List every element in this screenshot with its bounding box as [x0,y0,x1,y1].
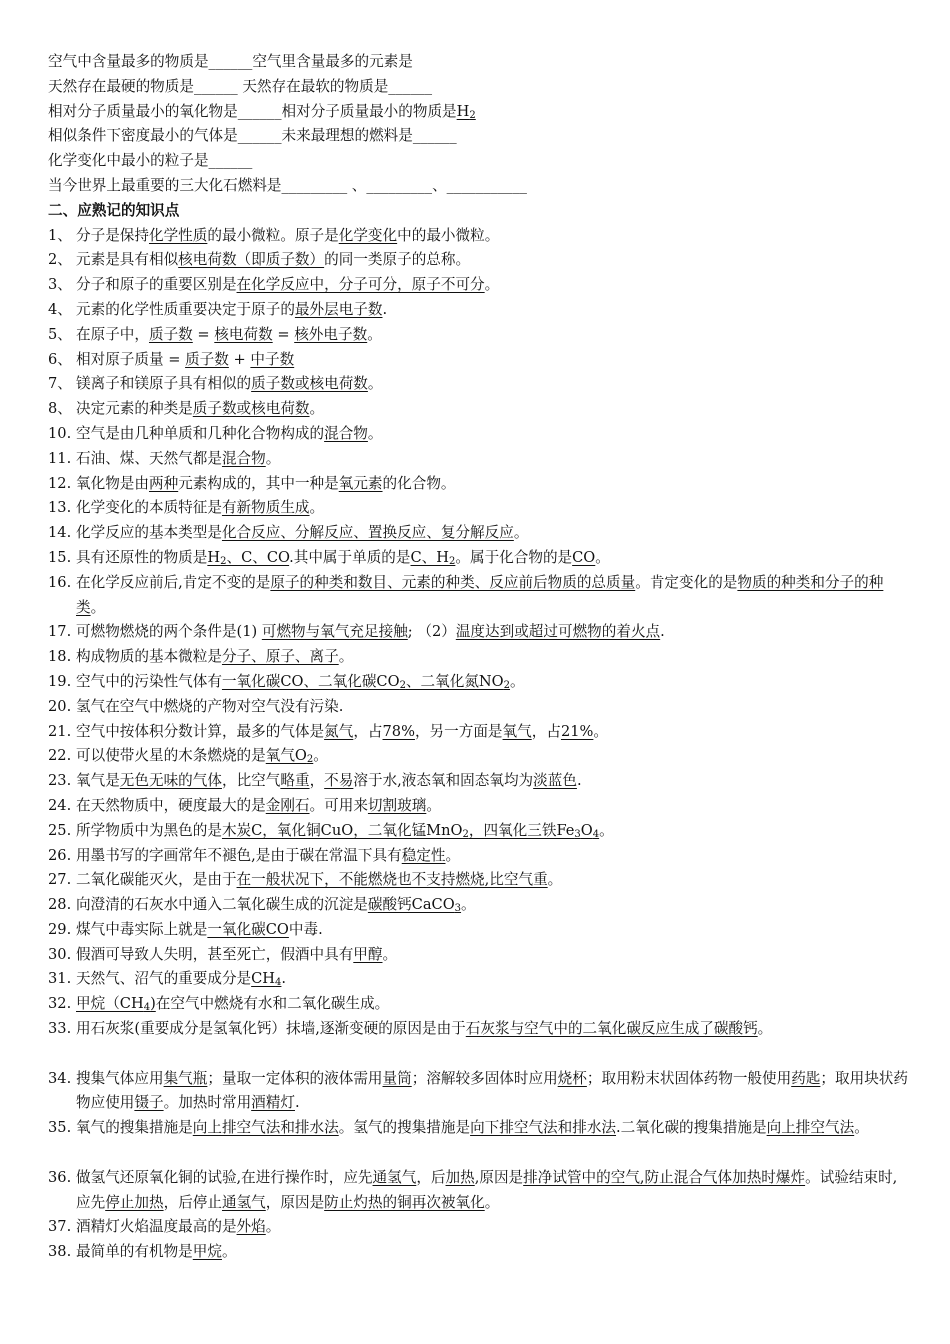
item-number: 32. [48,995,72,1013]
fill-in-section [48,50,908,199]
list-item [48,422,908,447]
list-item [48,720,908,745]
item-text: 空气中的污染性气体有一氧化碳CO、二氧化碳$CO_2$、二氧化氮$NO_2$。 [76,672,525,691]
list-item [48,348,908,373]
list-item [48,323,908,348]
item-number: 3、 [48,276,72,294]
fill-line: 化学变化中最小的粒子是______ [48,152,253,170]
item-number: 36. [48,1168,72,1186]
list-item [48,248,908,273]
item-text: 镁离子和镁原子具有相似的质子数或核电荷数。 [76,375,383,393]
item-number: 35. [48,1119,72,1137]
list-item [48,1017,908,1067]
list-item [48,1067,908,1117]
item-number: 12. [48,474,72,492]
item-text: 化学反应的基本类型是化合反应、分解反应、置换反应、复分解反应。 [76,524,529,542]
item-number: 19. [48,672,72,690]
document-body [48,50,908,1265]
item-text: 空气中按体积分数计算，最多的气体是氮气，占78%，另一方面是氧气，占21%。 [76,722,608,740]
list-item [48,546,908,571]
list-item [48,273,908,298]
fill-line: 相对分子质量最小的氧化物是______相对分子质量最小的物质是$H_2$ [48,102,476,121]
list-item [48,844,908,869]
item-number: 11. [48,449,72,467]
item-number: 27. [48,871,72,889]
list-item [48,695,908,720]
list-item [48,1240,908,1265]
list-item [48,819,908,844]
list-item [48,992,908,1017]
item-text: 分子和原子的重要区别是在化学反应中，分子可分，原子不可分。 [76,276,500,294]
list-item [48,943,908,968]
knowledge-list [48,224,908,1265]
fill-line: 相似条件下密度最小的气体是______未来最理想的燃料是______ [48,127,457,145]
item-text: 氧气是无色无味的气体，比空气略重，不易溶于水,液态氧和固态氧均为淡蓝色. [76,772,582,790]
fill-line: 当今世界上最重要的三大化石燃料是_________ 、_________、___________ [48,176,527,194]
item-number: 31. [48,970,72,988]
item-text: 氧化物是由两种元素构成的，其中一种是氧元素的化合物。 [76,474,456,492]
list-item [48,868,908,893]
list-item [48,1166,908,1216]
item-number: 1、 [48,226,72,244]
item-text: 可燃物燃烧的两个条件是(1) 可燃物与氧气充足接触; （2）温度达到或超过可燃物的着火点. [76,623,665,641]
list-item [48,744,908,769]
item-text: 在天然物质中，硬度最大的是金刚石。可用来切割玻璃。 [76,796,441,814]
item-text: 氢气在空气中燃烧的产物对空气没有污染. [76,697,344,715]
item-number: 14. [48,524,72,542]
item-text: 天然气、沼气的重要成分是$CH_4$. [76,970,287,989]
list-item [48,496,908,521]
list-item [48,918,908,943]
item-text: 在原子中，质子数 = 核电荷数 = 核外电子数。 [76,325,382,343]
list-item [48,472,908,497]
item-number: 33. [48,1020,72,1038]
item-number: 18. [48,648,72,666]
item-text: 酒精灯火焰温度最高的是外焰。 [76,1218,281,1236]
item-number: 21. [48,722,72,740]
item-text: 石油、煤、天然气都是混合物。 [76,449,281,467]
list-item [48,397,908,422]
list-item [48,298,908,323]
item-number: 38. [48,1243,72,1261]
item-text: 在化学反应前后,肯定不变的是原子的种类和数目、元素的种类、反应前后物质的总质量。肯定变化的是物质的种类和分子的种类。 [76,573,884,616]
list-item [48,645,908,670]
list-item [48,224,908,249]
item-number: 17. [48,623,72,641]
fill-line: 天然存在最硬的物质是______ 天然存在最软的物质是______ [48,77,433,95]
item-text: 决定元素的种类是质子数或核电荷数。 [76,400,325,418]
item-number: 25. [48,821,72,839]
item-number: 13. [48,499,72,517]
item-text: 向澄清的石灰水中通入二氧化碳生成的沉淀是碳酸钙CaCO$_3$。 [76,896,476,915]
item-number: 20. [48,697,72,715]
item-text: 元素是具有相似核电荷数（即质子数）的同一类原子的总称。 [76,251,471,269]
item-text: 可以使带火星的木条燃烧的是氧气$O_2$。 [76,747,328,766]
item-number: 15. [48,548,72,566]
item-text: 所学物质中为黑色的是木炭C，氧化铜CuO，二氧化锰MnO$_2$，四氧化三铁$Fe_3O_4$。 [76,821,614,840]
list-item [48,620,908,645]
item-text: 分子是保持化学性质的最小微粒。原子是化学变化中的最小微粒。 [76,226,500,244]
item-text: 二氧化碳能灭火，是由于在一般状况下，不能燃烧也不支持燃烧,比空气重。 [76,871,563,889]
item-text: 元素的化学性质重要决定于原子的最外层电子数. [76,300,388,318]
item-text: 用墨书写的字画常年不褪色,是由于碳在常温下具有稳定性。 [76,846,461,864]
item-text: 做氢气还原氧化铜的试验,在进行操作时，应先通氢气，后加热,原因是排净试管中的空气,防止混合气体加热时爆炸。试验结束时,应先停止加热，后停止通氢气，原因是防止灼热的铜再次被氧化。 [76,1168,898,1211]
item-text: 搜集气体应用集气瓶；量取一定体积的液体需用量筒；溶解较多固体时应用烧杯；取用粉末状固体药物一般使用药匙；取用块状药物应使用镊子。加热时常用酒精灯. [76,1069,908,1112]
item-text: 空气是由几种单质和几种化合物构成的混合物。 [76,424,383,442]
item-text: 构成物质的基本微粒是分子、原子、离子。 [76,648,354,666]
list-item [48,447,908,472]
fill-line: 空气中含量最多的物质是______空气里含量最多的元素是 [48,53,413,70]
item-number: 8、 [48,400,72,418]
item-text: 用石灰浆(重要成分是氢氧化钙）抹墙,逐渐变硬的原因是由于石灰浆与空气中的二氧化碳反应生成了碳酸钙。 [76,1020,773,1038]
item-number: 2、 [48,251,72,269]
item-text: 甲烷$(CH_4)$在空气中燃烧有水和二氧化碳生成。 [76,995,390,1014]
list-item [48,670,908,695]
item-text: 最简单的有机物是甲烷。 [76,1243,237,1261]
list-item [48,794,908,819]
item-number: 30. [48,945,72,963]
list-item [48,893,908,918]
item-text: 化学变化的本质特征是有新物质生成。 [76,499,325,517]
item-number: 7、 [48,375,72,393]
item-number: 28. [48,896,72,914]
list-item [48,571,908,621]
list-item [48,1116,908,1166]
item-number: 6、 [48,350,72,368]
item-number: 34. [48,1069,72,1087]
item-text: 具有还原性的物质是$H_2$、C、CO.其中属于单质的是C、$H_2$。属于化合物的是CO。 [76,548,610,567]
item-number: 22. [48,747,72,765]
item-text: 煤气中毒实际上就是一氧化碳CO中毒. [76,920,323,938]
item-number: 37. [48,1218,72,1236]
item-number: 23. [48,772,72,790]
item-text: 假酒可导致人失明，甚至死亡，假酒中具有甲醇。 [76,945,398,963]
list-item [48,372,908,397]
list-item [48,967,908,992]
item-number: 10. [48,424,72,442]
section-heading: 二、应熟记的知识点 [48,201,180,219]
item-number: 26. [48,846,72,864]
item-number: 4、 [48,300,72,318]
item-number: 24. [48,796,72,814]
item-number: 5、 [48,325,72,343]
item-text: 相对原子质量 = 质子数 + 中子数 [76,350,295,368]
list-item [48,521,908,546]
item-number: 16. [48,573,72,591]
item-number: 29. [48,920,72,938]
item-text: 氧气的搜集措施是向上排空气法和排水法。氢气的搜集措施是向下排空气法和排水法.二氧化碳的搜集措施是向上排空气法。 [76,1119,869,1137]
list-item [48,1215,908,1240]
list-item [48,769,908,794]
